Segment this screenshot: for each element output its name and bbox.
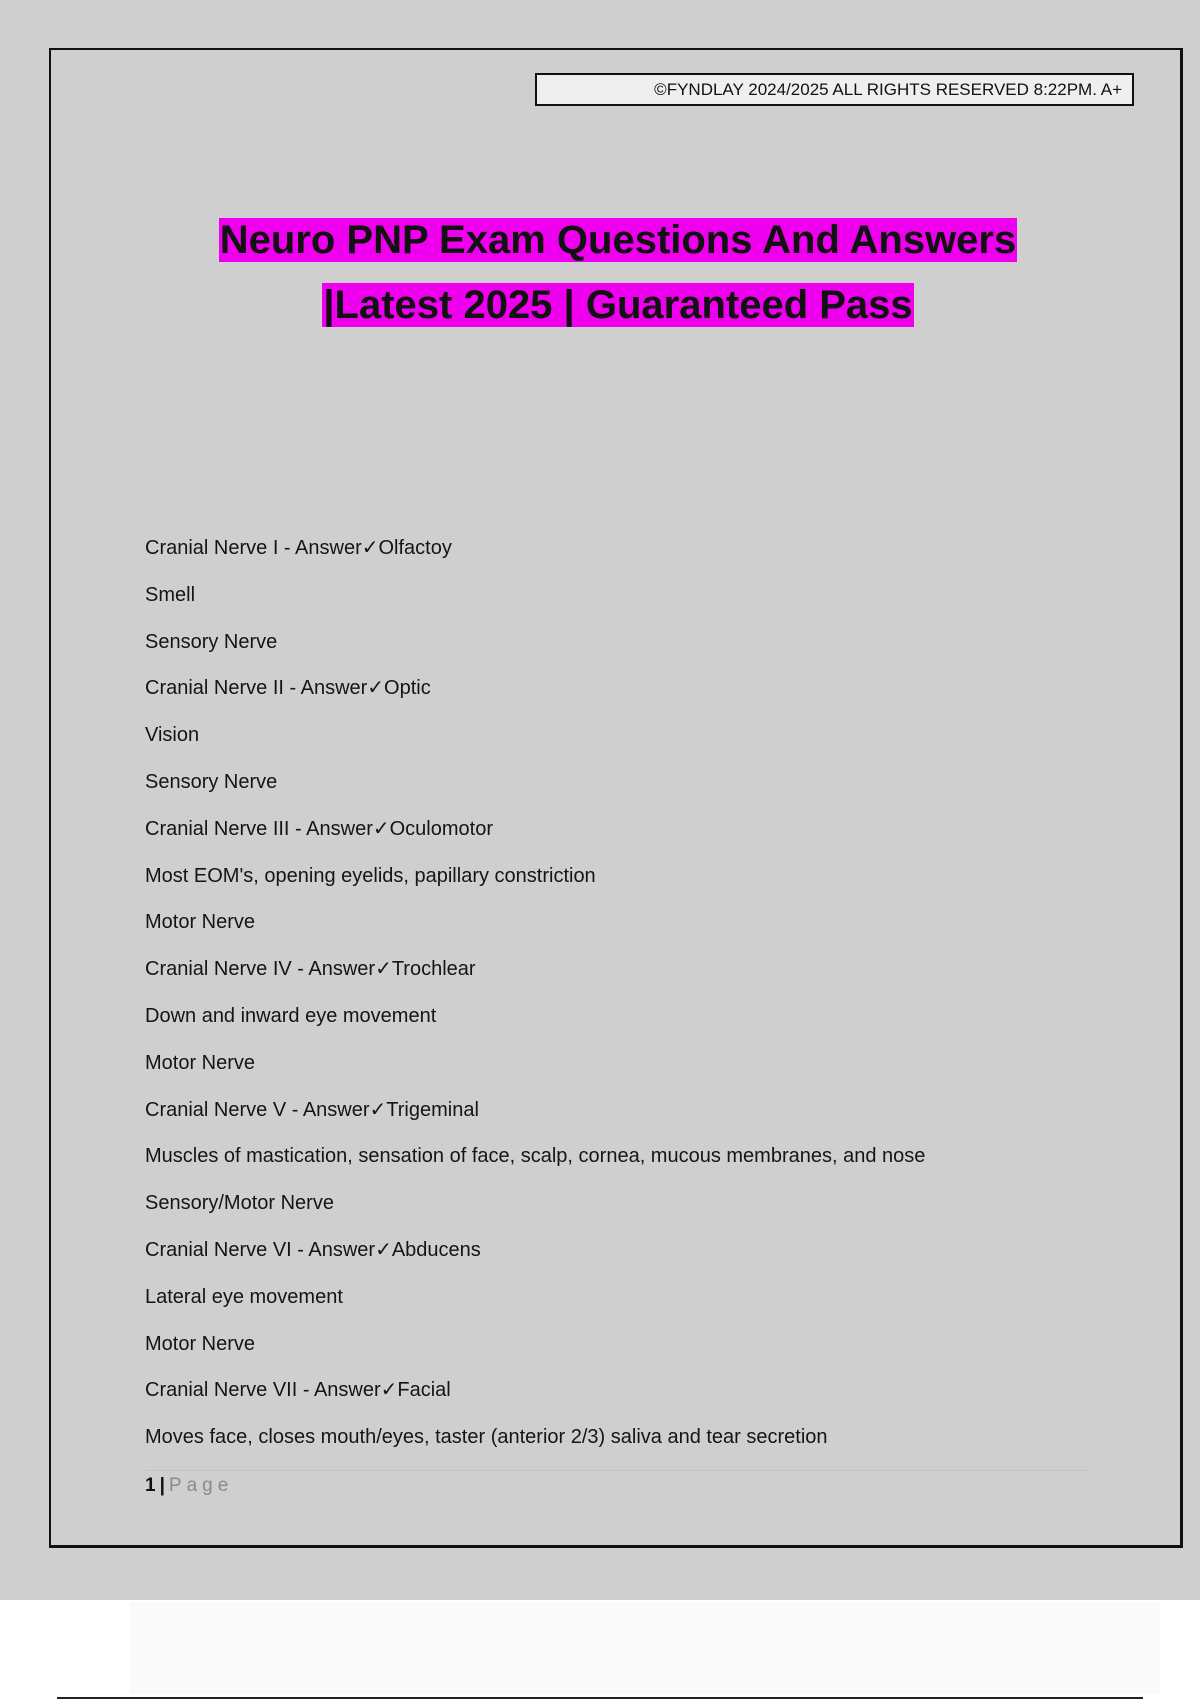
qa-line: Cranial Nerve V - Answer✓Trigeminal <box>145 1098 479 1121</box>
bottom-divider <box>57 1697 1143 1699</box>
footer-separator: | <box>159 1475 165 1496</box>
copyright-notice: ©FYNDLAY 2024/2025 ALL RIGHTS RESERVED 8:22PM. A+ <box>535 73 1134 106</box>
qa-line: Cranial Nerve VI - Answer✓Abducens <box>145 1238 481 1261</box>
qa-line: Sensory Nerve <box>145 770 278 793</box>
page-footer <box>145 1474 233 1498</box>
qa-line: Cranial Nerve I - Answer✓Olfactoy <box>145 537 452 559</box>
qa-line: Motor Nerve <box>145 1332 256 1355</box>
qa-line: Moves face, closes mouth/eyes, taster (anterior 2/3) saliva and tear secretion <box>145 1426 828 1449</box>
qa-line: Cranial Nerve IV - Answer✓Trochlear <box>145 958 476 981</box>
document-title <box>110 208 1126 338</box>
qa-line: Vision <box>145 724 200 747</box>
page-label: Page <box>168 1475 234 1496</box>
qa-line: Lateral eye movement <box>145 1285 343 1308</box>
title-line-1: Neuro PNP Exam Questions And Answers <box>219 218 1017 262</box>
qa-line: Smell <box>145 583 196 606</box>
qa-line: Sensory/Motor Nerve <box>145 1192 334 1215</box>
qa-line: Down and inward eye movement <box>145 1004 437 1027</box>
qa-line: Cranial Nerve III - Answer✓Oculomotor <box>145 817 493 840</box>
qa-line: Motor Nerve <box>145 911 256 934</box>
qa-line: Most EOM's, opening eyelids, papillary constriction <box>145 864 596 887</box>
qa-line: Motor Nerve <box>145 1051 256 1074</box>
page-number: 1 <box>145 1475 156 1496</box>
title-line-2: |Latest 2025 | Guaranteed Pass <box>323 283 913 327</box>
qa-line: Cranial Nerve II - Answer✓Optic <box>145 677 431 700</box>
qa-line: Muscles of mastication, sensation of face, scalp, cornea, mucous membranes, and nose <box>145 1145 926 1168</box>
qa-line: Sensory Nerve <box>145 630 278 653</box>
footer-divider <box>145 1470 1090 1471</box>
qa-line: Cranial Nerve VII - Answer✓Facial <box>145 1379 451 1402</box>
qa-list <box>145 528 1105 1464</box>
next-page-area <box>130 1602 1160 1694</box>
